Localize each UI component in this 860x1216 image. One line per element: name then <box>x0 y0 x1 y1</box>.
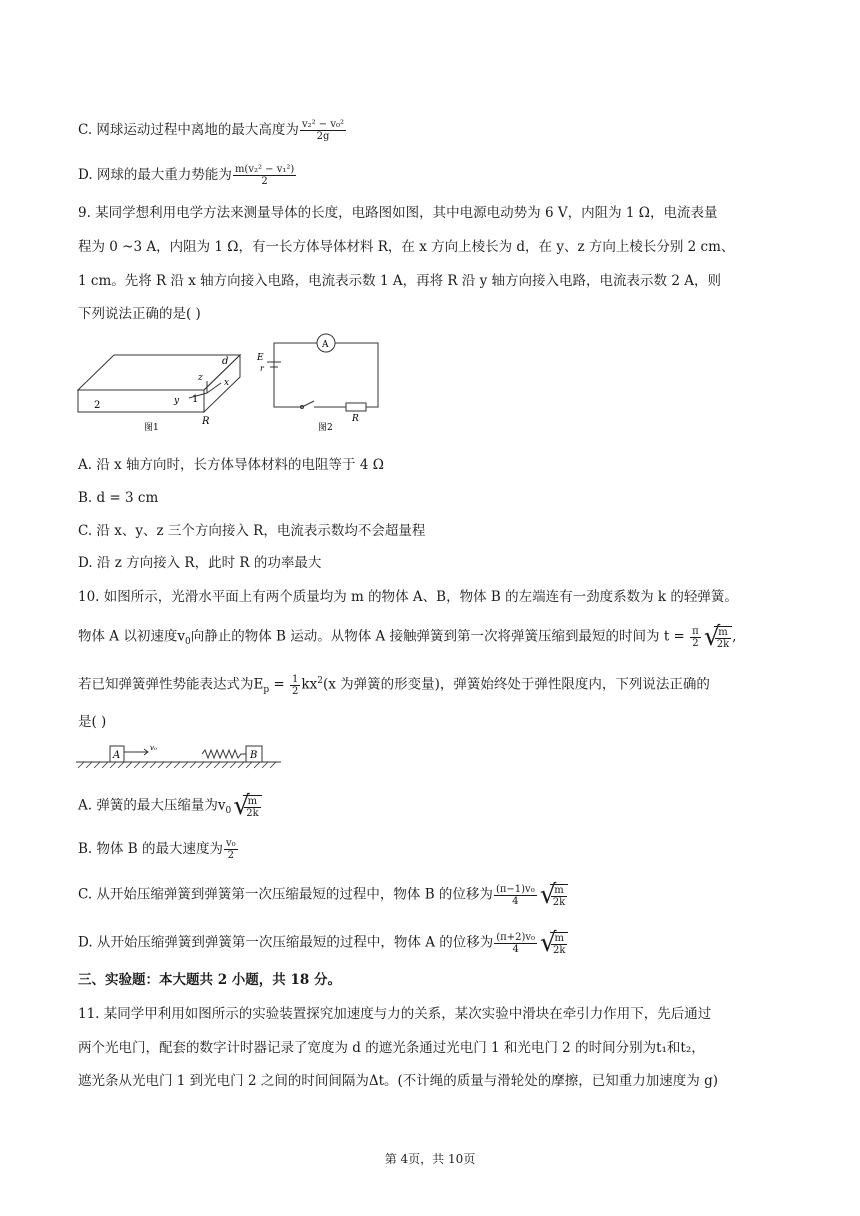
q10-figure <box>76 740 286 770</box>
q9-option-d: D. 沿 z 方向接入 R，此时 R 的功率最大 <box>78 555 322 571</box>
page-footer: 第 4页，共 10页 <box>384 1152 476 1166</box>
superscript: 2 <box>317 676 323 686</box>
q11-line-2: 两个光电门，配套的数字计时器记录了宽度为 d 的遮光条通过光电门 1 和光电门 2 的时间分别为t₁和t₂， <box>78 1040 705 1056</box>
q9-figures <box>74 330 394 440</box>
fraction: $\frac{\text{m(v₂² − v₁²)}}{2}$ <box>234 164 295 187</box>
axis-y-label: y <box>174 396 180 406</box>
resistor-R-label: R <box>352 414 359 424</box>
q11-line-3: 遮光条从光电门 1 到光电门 2 之间的时间间隔为Δt。(不计绳的质量与滑轮处的摩擦，已知重力加速度为 g) <box>78 1073 718 1089</box>
q10-line-1: 10. 如图所示，光滑水平面上有两个质量均为 m 的物体 A、B，物体 B 的左端连有一劲度系数为 k 的轻弹簧。 <box>78 589 738 605</box>
q9-line-3: 1 cm。先将 R 沿 x 轴方向接入电路，电流表示数 1 A，再将 R 沿 y 轴方向接入电路，电流表示数 2 A，则 <box>78 273 721 289</box>
fig1-label-d: d <box>222 356 229 367</box>
q10-line-2b: 向静止的物体 B 运动。从物体 A 接触弹簧到第一次将弹簧压缩到最短的时间为 t = <box>190 628 685 645</box>
emf-E-label: E <box>257 353 264 363</box>
fig1-label-R: R <box>202 416 210 427</box>
q9-line-1: 9. 某同学想利用电学方法来测量导体的长度，电路图如图，其中电源电动势为 6 V，内阻为 1 Ω，电流表量 <box>78 205 718 221</box>
fig1-box <box>78 355 240 412</box>
q10-option-b <box>78 838 239 861</box>
q10-line-2a: 物体 A 以初速度v <box>78 628 185 645</box>
q8-option-d-text: D. 网球的最大重力势能为 <box>78 167 232 183</box>
fig2-caption: 图2 <box>318 423 333 433</box>
q10-option-b-text: B. 物体 B 的最大速度为 <box>78 841 224 857</box>
block-A-label: A <box>113 750 121 761</box>
q10-option-d <box>78 930 568 956</box>
q10-option-c <box>78 882 568 908</box>
fraction: $\frac{\text{(π+2)v₀}}{4}$ <box>496 931 536 955</box>
q9-option-b: B. d = 3 cm <box>78 490 159 506</box>
fraction-half: $\frac{1}{2}$ <box>292 673 299 697</box>
q9-line-2: 程为 0 ~3 A，内阻为 1 Ω，有一长方体导体材料 R，在 x 方向上棱长为 d，在 y、z 方向上棱长分别 2 cm、 <box>78 239 735 255</box>
fraction: $\frac{\text{(π−1)v₀}}{4}$ <box>495 883 535 907</box>
v0-label: v₀ <box>150 744 157 752</box>
q10-option-d-text: D. 从开始压缩弹簧到弹簧第一次压缩最短的过程中，物体 A 的位移为 <box>78 934 494 951</box>
q8-option-c <box>78 119 347 142</box>
q10-line-2: 物体 A 以初速度$v_0$向静止的物体 B 运动。从物体 A 接触弹簧到第一次将弹簧压缩到最短的时间为 t = $\frac{\pi}{2}$ √ $\frac{m}{2k}$ , <box>78 622 737 652</box>
sqrt: √ $\frac{m}{2k}$ <box>540 930 568 956</box>
ammeter-label: A <box>322 340 329 350</box>
q11-line-1: 11. 某同学甲利用如图所示的实验装置探究加速度与力的关系，某次实验中滑块在牵引力作用下，先后通过 <box>78 1006 712 1022</box>
axis-z-label: z <box>198 373 203 383</box>
fraction: $\frac{\text{v₂² − v₀²}}{2g}$ <box>301 119 345 142</box>
fig1-label-2: 2 <box>94 400 101 411</box>
sqrt: √ $\frac{m}{2k}$ <box>233 793 261 819</box>
sqrt: √ $\frac{m}{2k}$ <box>704 624 732 650</box>
q10-option-c-text: C. 从开始压缩弹簧到弹簧第一次压缩最短的过程中，物体 B 的位移为 <box>78 886 493 903</box>
q10-option-a: A. 弹簧的最大压缩量为$v_0$ √ $\frac{m}{2k}$ <box>78 793 262 821</box>
q10-line-4: 是( ) <box>78 714 107 730</box>
q9-line-4: 下列说法正确的是( ) <box>78 306 201 322</box>
fraction: $\frac{\text{v₀}}{2}$ <box>226 838 236 861</box>
subscript: p <box>263 685 270 696</box>
ground-hatch <box>78 762 276 768</box>
q10-line-3b: kx <box>301 676 318 693</box>
emf-r-label: r <box>260 364 264 373</box>
q10-line-3c: (x 为弹簧的形变量)，弹簧始终处于弹性限度内，下列说法正确的 <box>322 676 710 693</box>
q8-option-c-text: C. 网球运动过程中离地的最大高度为 <box>78 122 299 138</box>
sqrt: √ $\frac{m}{2k}$ <box>540 882 568 908</box>
q10-option-a-text: A. 弹簧的最大压缩量为v <box>78 797 226 814</box>
q10-line-3: 若已知弹簧弹性势能表达式为$E_p$ = $\frac{1}{2}$ $kx^2(x$ 为弹簧的形变量)，弹簧始终处于弹性限度内，下列说法正确的 <box>78 673 710 697</box>
q8-option-d <box>78 164 297 187</box>
fig1-caption: 图1 <box>144 423 159 433</box>
section-3-heading: 三、实验题：本大题共 2 小题，共 18 分。 <box>78 972 341 988</box>
q10-line-3a: 若已知弹簧弹性势能表达式为E <box>78 676 264 693</box>
fraction-pi-2: $\frac{\pi}{2}$ <box>692 625 699 649</box>
fig1-label-1: 1 <box>192 394 199 405</box>
q9-option-c: C. 沿 x、y、z 三个方向接入 R，电流表示数均不会超量程 <box>78 523 426 539</box>
block-B-label: B <box>250 750 258 761</box>
subscript: 0 <box>184 637 191 648</box>
q9-option-a: A. 沿 x 轴方向时，长方体导体材料的电阻等于 4 Ω <box>78 457 384 473</box>
axis-x-label: x <box>224 378 230 388</box>
